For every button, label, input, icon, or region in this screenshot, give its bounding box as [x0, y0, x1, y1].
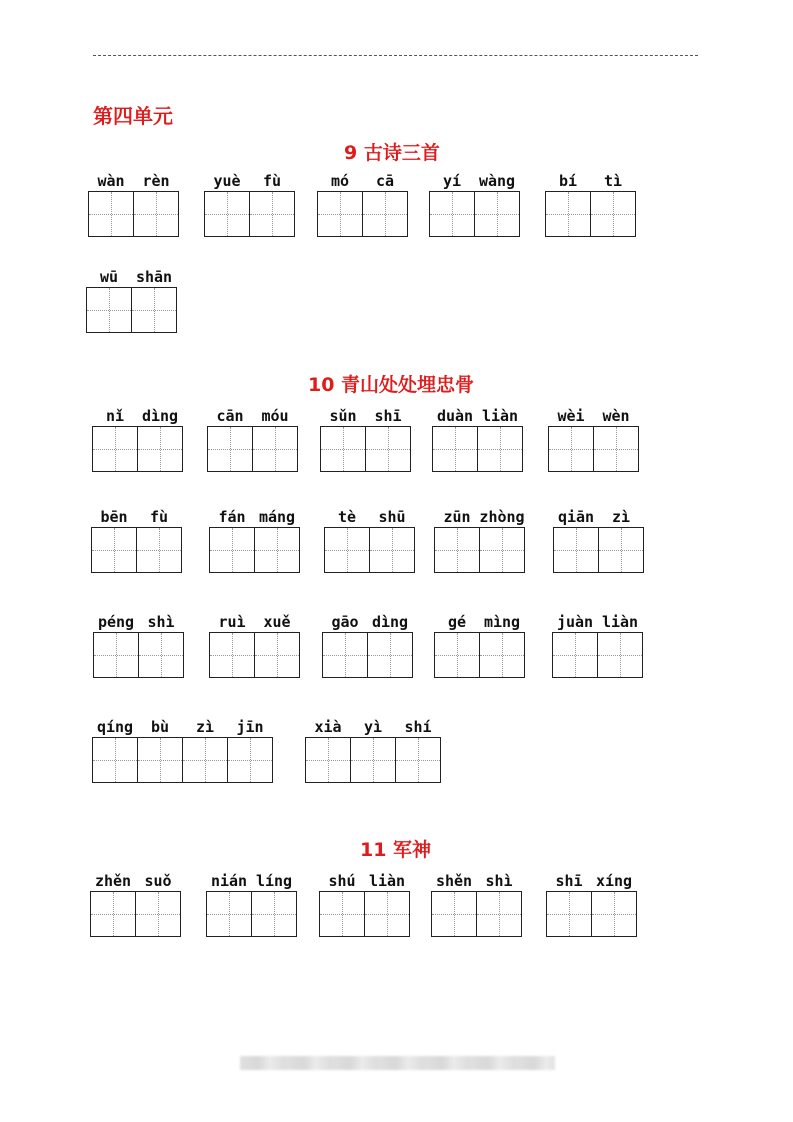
- pinyin-label: liàn: [601, 613, 639, 631]
- tianzige-writing-cell[interactable]: [598, 527, 644, 573]
- tianzige-writing-cell[interactable]: [182, 737, 228, 783]
- pinyin-label: shī: [555, 872, 583, 890]
- tianzige-writing-cell[interactable]: [319, 891, 365, 937]
- tianzige-writing-cell[interactable]: [249, 191, 295, 237]
- pinyin-label: nián: [210, 872, 248, 890]
- word-box-group: [545, 172, 636, 237]
- tianzige-row: [305, 737, 441, 783]
- tianzige-writing-cell[interactable]: [133, 191, 179, 237]
- tianzige-row: [90, 891, 181, 937]
- pinyin-label: líng: [255, 872, 293, 890]
- pinyin-label: shì: [485, 872, 513, 890]
- tianzige-writing-cell[interactable]: [254, 632, 300, 678]
- tianzige-writing-cell[interactable]: [362, 191, 408, 237]
- tianzige-row: [206, 891, 297, 937]
- pinyin-label: wàn: [97, 172, 125, 190]
- word-box-group: [209, 508, 300, 573]
- tianzige-row: [207, 426, 298, 472]
- pinyin-label: tì: [603, 172, 623, 190]
- tianzige-row: [545, 191, 636, 237]
- tianzige-writing-cell[interactable]: [477, 426, 523, 472]
- tianzige-row: [86, 287, 177, 333]
- tianzige-row: [320, 426, 411, 472]
- pinyin-label: shī: [374, 407, 402, 425]
- word-box-group: [324, 508, 415, 573]
- tianzige-writing-cell[interactable]: [137, 737, 183, 783]
- tianzige-row: [204, 191, 295, 237]
- tianzige-row: [548, 426, 639, 472]
- pinyin-label: wèn: [602, 407, 630, 425]
- tianzige-writing-cell[interactable]: [93, 632, 139, 678]
- lesson-title-9: 9 古诗三首: [344, 142, 440, 164]
- pinyin-label: wū: [99, 268, 119, 286]
- tianzige-row: [317, 191, 408, 237]
- pinyin-label: rèn: [142, 172, 170, 190]
- tianzige-writing-cell[interactable]: [322, 632, 368, 678]
- word-box-group: [434, 508, 525, 573]
- pinyin-label: yuè: [213, 172, 241, 190]
- word-box-group: [319, 872, 410, 937]
- tianzige-writing-cell[interactable]: [204, 191, 250, 237]
- tianzige-row: [546, 891, 637, 937]
- tianzige-writing-cell[interactable]: [251, 891, 297, 937]
- tianzige-writing-cell[interactable]: [92, 426, 138, 472]
- unit-title: 第四单元: [93, 104, 173, 128]
- pinyin-label: suǒ: [144, 872, 172, 890]
- pinyin-label: sǔn: [329, 407, 357, 425]
- tianzige-writing-cell[interactable]: [86, 287, 132, 333]
- tianzige-row: [93, 632, 184, 678]
- word-box-group: [434, 613, 525, 678]
- tianzige-writing-cell[interactable]: [136, 527, 182, 573]
- pinyin-label: nǐ: [105, 407, 125, 425]
- word-box-group: [204, 172, 295, 237]
- pinyin-label: duàn: [436, 407, 474, 425]
- tianzige-writing-cell[interactable]: [227, 737, 273, 783]
- tianzige-row: [324, 527, 415, 573]
- tianzige-writing-cell[interactable]: [324, 527, 370, 573]
- pinyin-label: xíng: [595, 872, 633, 890]
- tianzige-writing-cell[interactable]: [252, 426, 298, 472]
- word-box-group: [305, 718, 441, 783]
- tianzige-row: [434, 632, 525, 678]
- lesson-title-11: 11 军神: [360, 839, 432, 861]
- tianzige-writing-cell[interactable]: [434, 527, 480, 573]
- tianzige-writing-cell[interactable]: [209, 632, 255, 678]
- word-box-group: [552, 613, 643, 678]
- word-box-group: [429, 172, 520, 237]
- tianzige-writing-cell[interactable]: [429, 191, 475, 237]
- pinyin-label: bù: [150, 718, 170, 736]
- pinyin-label: zhěn: [94, 872, 132, 890]
- tianzige-row: [432, 426, 523, 472]
- pinyin-label: zhòng: [479, 508, 525, 526]
- tianzige-writing-cell[interactable]: [92, 737, 138, 783]
- pinyin-label: dìng: [141, 407, 179, 425]
- tianzige-writing-cell[interactable]: [254, 527, 300, 573]
- tianzige-writing-cell[interactable]: [364, 891, 410, 937]
- tianzige-row: [88, 191, 179, 237]
- pinyin-label: péng: [97, 613, 135, 631]
- tianzige-writing-cell[interactable]: [474, 191, 520, 237]
- tianzige-writing-cell[interactable]: [317, 191, 363, 237]
- pinyin-label: zì: [195, 718, 215, 736]
- pinyin-label: fán: [218, 508, 246, 526]
- tianzige-writing-cell[interactable]: [552, 632, 598, 678]
- pinyin-label: tè: [337, 508, 357, 526]
- pinyin-label: mó: [330, 172, 350, 190]
- tianzige-writing-cell[interactable]: [369, 527, 415, 573]
- tianzige-writing-cell[interactable]: [207, 426, 253, 472]
- word-box-group: [548, 407, 639, 472]
- pinyin-label: ruì: [218, 613, 246, 631]
- pinyin-label: shěn: [435, 872, 473, 890]
- pinyin-label: bí: [558, 172, 578, 190]
- pinyin-label: shí: [404, 718, 432, 736]
- word-box-group: [91, 508, 182, 573]
- pinyin-label: dìng: [371, 613, 409, 631]
- pinyin-label: cān: [216, 407, 244, 425]
- tianzige-row: [553, 527, 644, 573]
- word-box-group: [209, 613, 300, 678]
- pinyin-label: zūn: [443, 508, 471, 526]
- word-box-group: [546, 872, 637, 937]
- tianzige-row: [429, 191, 520, 237]
- top-dashed-rule: [93, 55, 698, 56]
- tianzige-writing-cell[interactable]: [137, 426, 183, 472]
- pinyin-label: shì: [147, 613, 175, 631]
- pinyin-label: liàn: [481, 407, 519, 425]
- pinyin-label: mìng: [483, 613, 521, 631]
- word-box-group: [322, 613, 413, 678]
- word-box-group: [93, 613, 184, 678]
- tianzige-writing-cell[interactable]: [593, 426, 639, 472]
- tianzige-writing-cell[interactable]: [305, 737, 351, 783]
- tianzige-writing-cell[interactable]: [88, 191, 134, 237]
- word-box-group: [88, 172, 179, 237]
- tianzige-row: [434, 527, 525, 573]
- tianzige-writing-cell[interactable]: [434, 632, 480, 678]
- word-box-group: [431, 872, 522, 937]
- tianzige-writing-cell[interactable]: [138, 632, 184, 678]
- tianzige-row: [552, 632, 643, 678]
- tianzige-row: [322, 632, 413, 678]
- tianzige-writing-cell[interactable]: [479, 632, 525, 678]
- word-box-group: [317, 172, 408, 237]
- pinyin-label: bēn: [100, 508, 128, 526]
- pinyin-label: jīn: [236, 718, 264, 736]
- word-box-group: [320, 407, 411, 472]
- pinyin-label: gāo: [331, 613, 359, 631]
- tianzige-writing-cell[interactable]: [476, 891, 522, 937]
- tianzige-writing-cell[interactable]: [432, 426, 478, 472]
- blurred-footer-watermark: [240, 1056, 555, 1070]
- tianzige-writing-cell[interactable]: [131, 287, 177, 333]
- tianzige-writing-cell[interactable]: [91, 527, 137, 573]
- tianzige-row: [209, 527, 300, 573]
- pinyin-label: xuě: [263, 613, 291, 631]
- tianzige-writing-cell[interactable]: [597, 632, 643, 678]
- tianzige-writing-cell[interactable]: [548, 426, 594, 472]
- word-box-group: [92, 718, 273, 783]
- tianzige-writing-cell[interactable]: [553, 527, 599, 573]
- tianzige-writing-cell[interactable]: [206, 891, 252, 937]
- word-box-group: [207, 407, 298, 472]
- tianzige-writing-cell[interactable]: [545, 191, 591, 237]
- tianzige-row: [319, 891, 410, 937]
- tianzige-writing-cell[interactable]: [546, 891, 592, 937]
- pinyin-label: qiān: [557, 508, 595, 526]
- word-box-group: [86, 268, 177, 333]
- pinyin-label: móu: [261, 407, 289, 425]
- tianzige-row: [209, 632, 300, 678]
- tianzige-row: [92, 426, 183, 472]
- word-box-group: [92, 407, 183, 472]
- pinyin-label: zì: [611, 508, 631, 526]
- word-box-group: [90, 872, 181, 937]
- pinyin-label: wèi: [557, 407, 585, 425]
- pinyin-label: cā: [375, 172, 395, 190]
- pinyin-label: liàn: [368, 872, 406, 890]
- pinyin-label: yí: [442, 172, 462, 190]
- pinyin-label: fù: [262, 172, 282, 190]
- lesson-title-10: 10 青山处处埋忠骨: [308, 374, 475, 396]
- tianzige-writing-cell[interactable]: [431, 891, 477, 937]
- tianzige-writing-cell[interactable]: [209, 527, 255, 573]
- tianzige-row: [431, 891, 522, 937]
- tianzige-writing-cell[interactable]: [350, 737, 396, 783]
- pinyin-label: yì: [363, 718, 383, 736]
- tianzige-writing-cell[interactable]: [591, 891, 637, 937]
- tianzige-writing-cell[interactable]: [367, 632, 413, 678]
- word-box-group: [432, 407, 523, 472]
- pinyin-label: qíng: [96, 718, 134, 736]
- pinyin-label: wàng: [478, 172, 516, 190]
- word-box-group: [553, 508, 644, 573]
- tianzige-writing-cell[interactable]: [479, 527, 525, 573]
- pinyin-label: xià: [314, 718, 342, 736]
- pinyin-label: juàn: [556, 613, 594, 631]
- tianzige-writing-cell[interactable]: [590, 191, 636, 237]
- tianzige-writing-cell[interactable]: [365, 426, 411, 472]
- tianzige-writing-cell[interactable]: [135, 891, 181, 937]
- tianzige-row: [92, 737, 273, 783]
- tianzige-writing-cell[interactable]: [320, 426, 366, 472]
- pinyin-label: gé: [447, 613, 467, 631]
- pinyin-label: shú: [328, 872, 356, 890]
- pinyin-label: shān: [135, 268, 173, 286]
- pinyin-label: máng: [258, 508, 296, 526]
- tianzige-row: [91, 527, 182, 573]
- word-box-group: [206, 872, 297, 937]
- pinyin-label: fù: [149, 508, 169, 526]
- tianzige-writing-cell[interactable]: [90, 891, 136, 937]
- tianzige-writing-cell[interactable]: [395, 737, 441, 783]
- pinyin-label: shū: [378, 508, 406, 526]
